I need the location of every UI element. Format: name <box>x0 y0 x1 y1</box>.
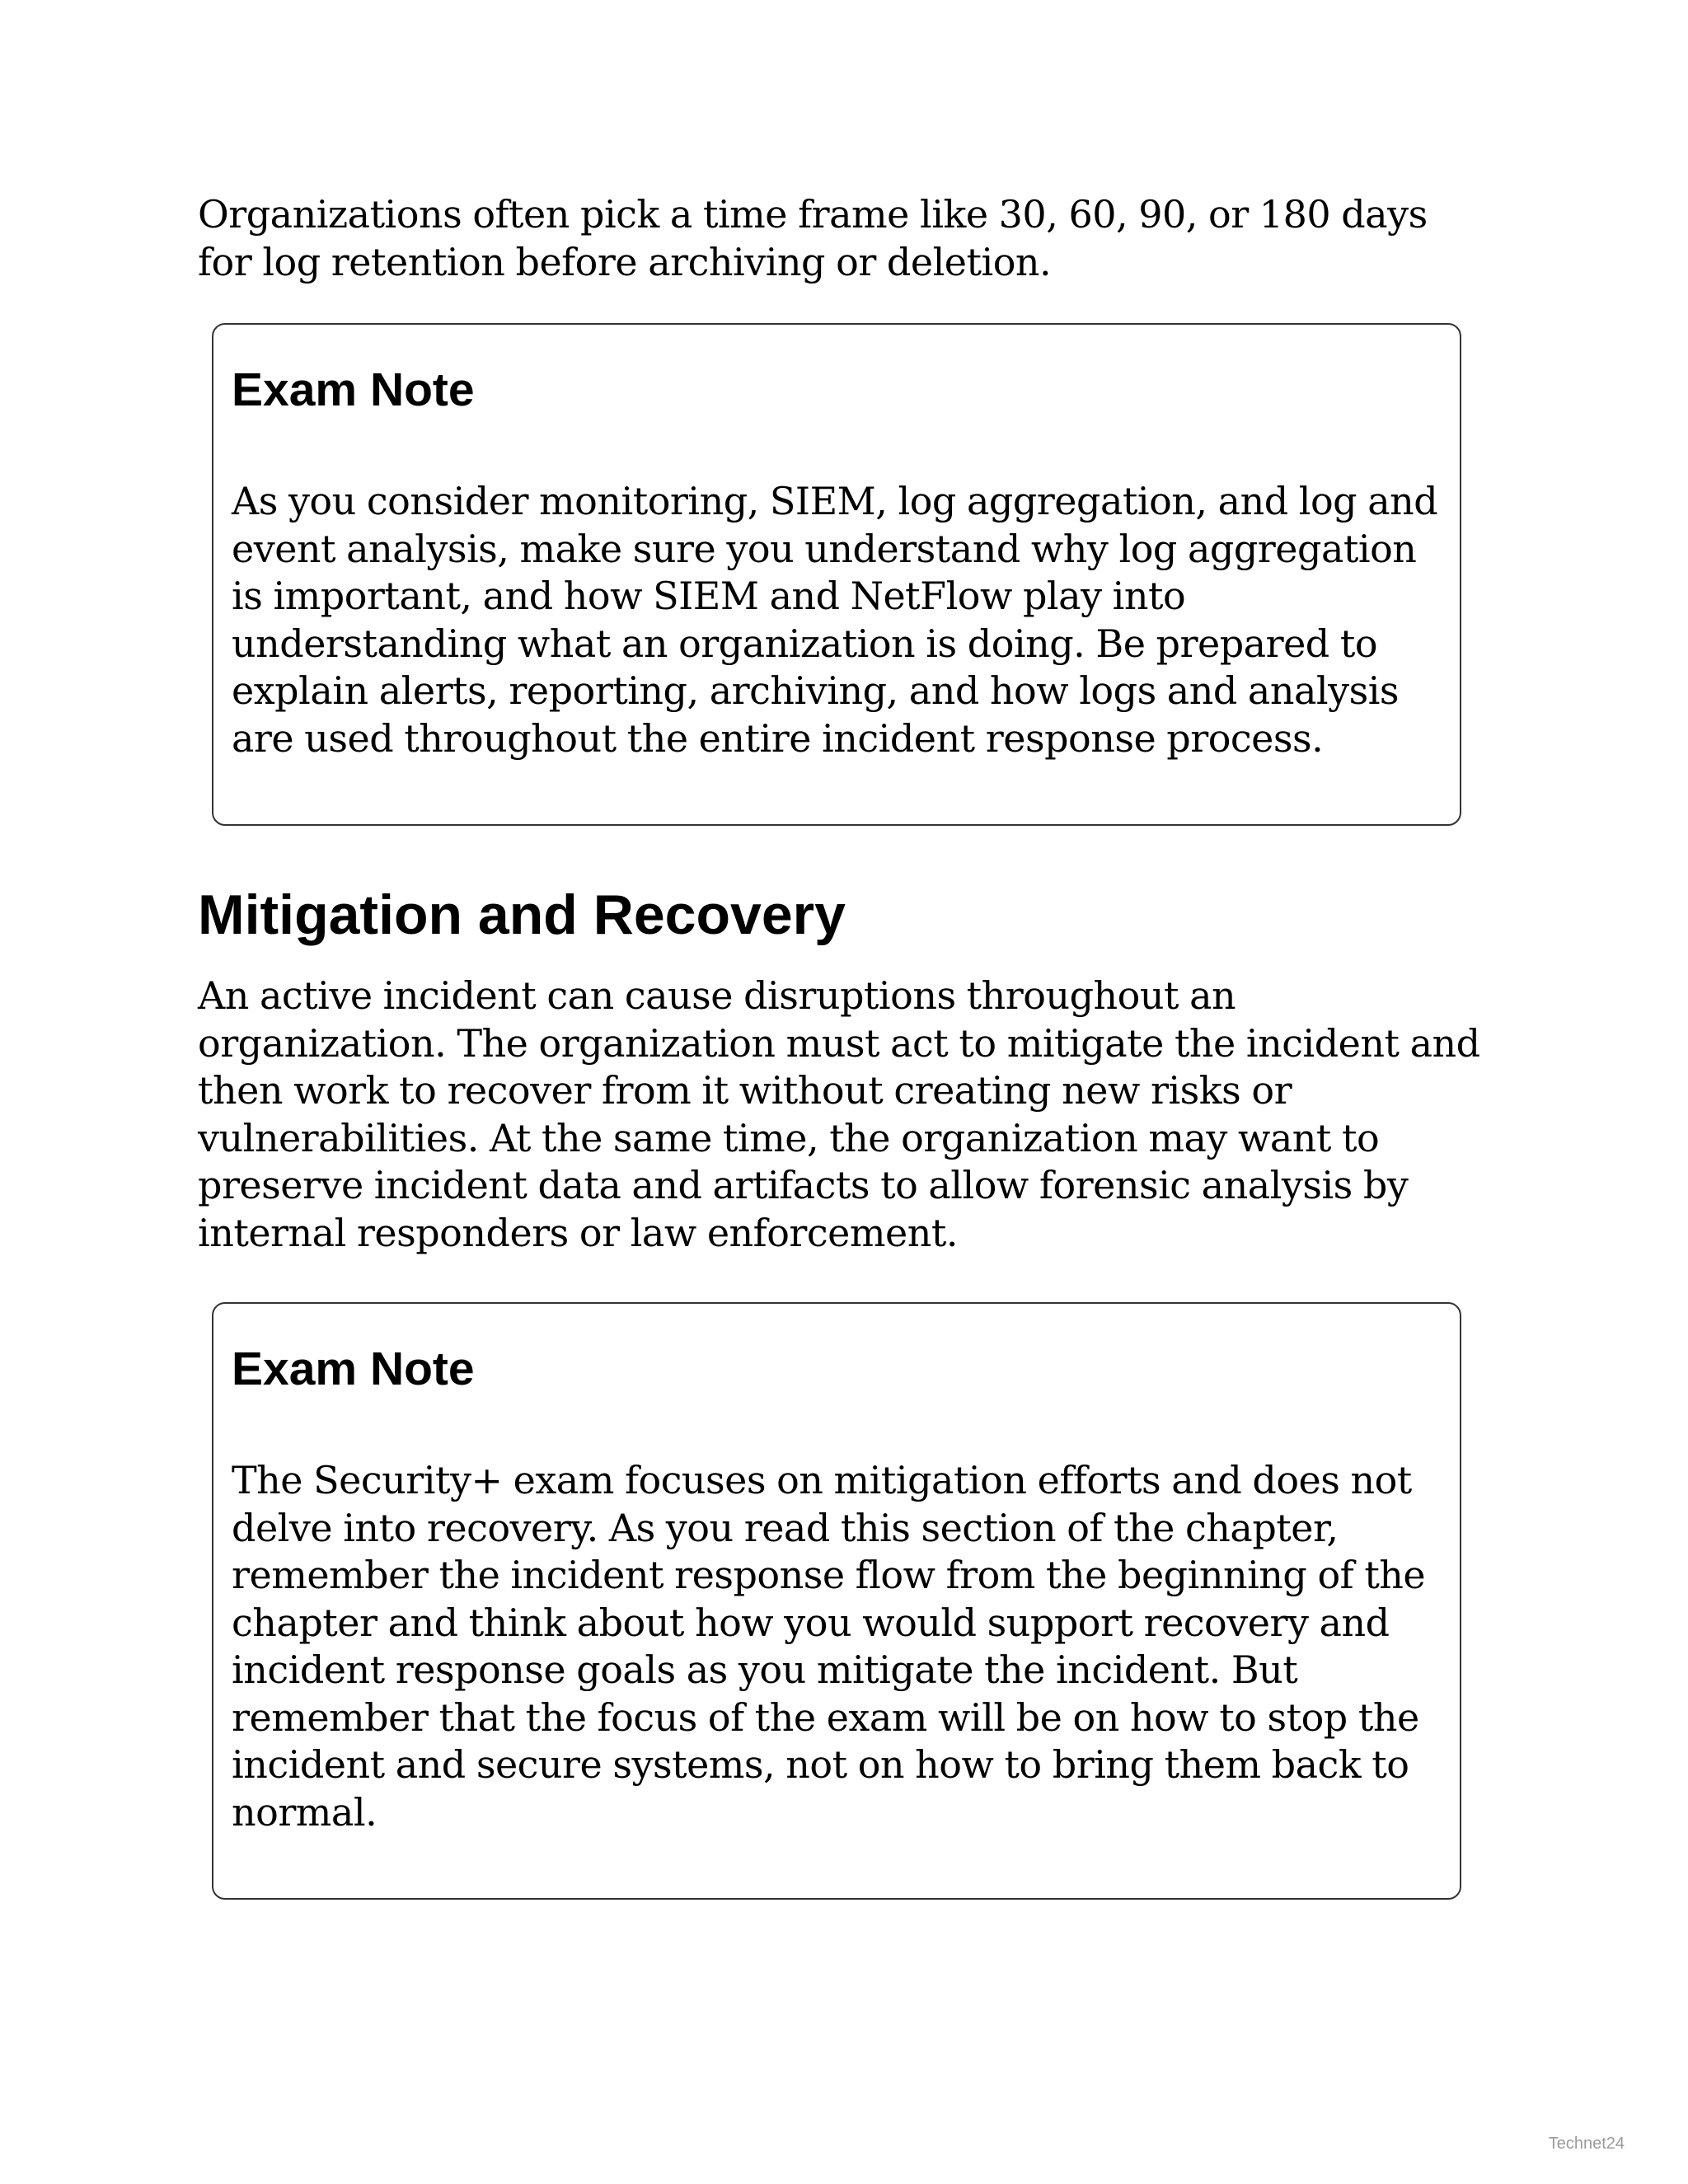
intro-paragraph: Organizations often pick a time frame like 30, 60, 90, or 180 days for log retention before archiving or deletion. <box>198 192 1428 284</box>
exam-note-body: The Security+ exam focuses on mitigation efforts and does not delve into recovery. As you read this section of the chapter, remember the incident response flow from the beginning of the chapter and think about how you would support recovery and incident response goals as you mitigate the incident. But remember that the focus of the exam will be on how to stop the incident and secure systems, not on how to bring them back to normal. <box>232 1458 1426 1835</box>
exam-note-body: As you consider monitoring, SIEM, log aggregation, and log and event analysis, make sure you understand why log aggregation is important, and how SIEM and NetFlow play into understanding what an organization is doing. Be prepared to explain alerts, reporting, archiving, and how logs and analysis are used throughout the entire incident response process. <box>232 479 1438 761</box>
document-page <box>198 191 1484 1900</box>
section-paragraph: An active incident can cause disruptions throughout an organization. The organization must act to mitigate the incident and then work to recover from it without creating new risks or vulnerabilities. At the same time, the organization may want to preserve incident data and artifacts to allow forensic analysis by internal responders or law enforcement. <box>198 973 1480 1255</box>
exam-note-box <box>212 1302 1461 1900</box>
exam-note-box <box>212 323 1461 826</box>
exam-note-title: Exam Note <box>232 363 475 416</box>
section-heading: Mitigation and Recovery <box>198 883 846 946</box>
watermark-text: Technet24 <box>1548 2135 1625 2153</box>
exam-note-title: Exam Note <box>232 1343 475 1395</box>
